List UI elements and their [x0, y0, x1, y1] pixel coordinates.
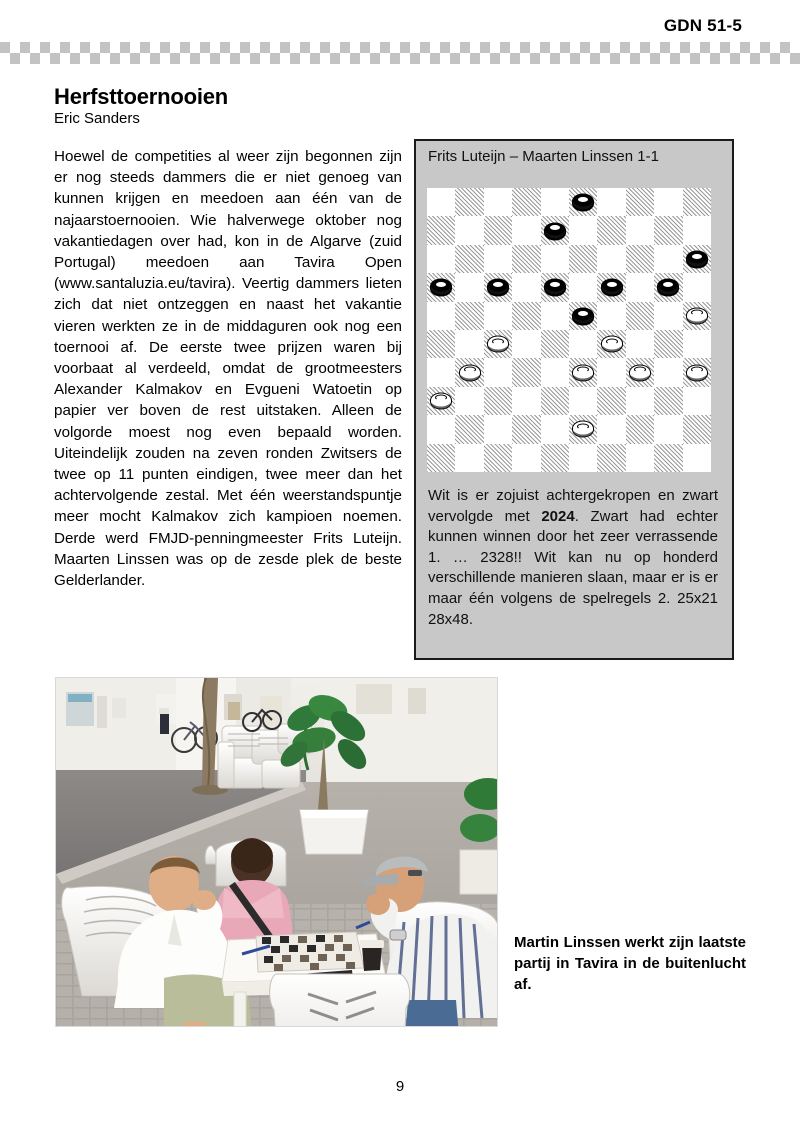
board-square: [512, 273, 540, 301]
black-piece: [487, 279, 509, 296]
black-piece: [686, 250, 708, 267]
board-square: [683, 273, 711, 301]
board-square: [541, 188, 569, 216]
board-square: [541, 415, 569, 443]
white-piece: [629, 364, 651, 381]
white-piece: [487, 336, 509, 353]
board-square: [541, 387, 569, 415]
board-square: [427, 216, 455, 244]
board-square: [512, 330, 540, 358]
board-square: [541, 245, 569, 273]
board-square: [455, 330, 483, 358]
board-square: [683, 216, 711, 244]
board-square: [512, 444, 540, 472]
article-body: Hoewel de competities al weer zijn begonnen zijn er nog steeds dammers die er niet genoeg van kunnen krijgen en meedoen aan één van de najaarstoernooien. Wie halverwege oktober nog vakantiedagen over had, kon in de Algarve (zuid Portugal) meedoen aan Tavira Open (www.santaluzia.eu/tavira). Veertig dammers lieten zich dat niet ontzeggen en naast het vakantie vieren werkten ze in de middaguren ook nog een toernooi af. De eerste twee prijzen waren bij voorbaat al verdeeld, omdat de grootmeesters Alexander Kalmakov en Evgueni Watoetin op papier ver boven de rest uitstaken. Alleen de volgorde moest nog even bepaald worden. Uiteindelijk zouden na zeven ronden Zwitsers de twee op 11 punten eindigen, twee meer dan het achtervolgende zestal. Met één weerstandspuntje meer mocht Kalmakov zich kampioen noemen. Derde werd FMJD-penningmeester Frits Luteijn. Maarten Linssen was op de zesde plek de beste Gelderlander.: [54, 148, 402, 590]
black-piece: [544, 222, 566, 239]
board-square: [626, 330, 654, 358]
page-number: 9: [395, 1078, 405, 1095]
board-square: [683, 245, 711, 273]
board-square: [626, 245, 654, 273]
board-square: [683, 444, 711, 472]
white-piece: [686, 307, 708, 324]
board-square: [654, 273, 682, 301]
draughts-board: [427, 188, 711, 472]
black-piece: [572, 194, 594, 211]
board-square: [541, 444, 569, 472]
board-square: [484, 330, 512, 358]
black-piece: [430, 279, 452, 296]
board-square: [455, 302, 483, 330]
diagram-caption-text-2: . Zwart had echter kunnen winnen door het zeer verrassende 1. … 2328!! Wit kan nu op honderd verschillende manieren slaan, maar er is er maar één volgens de spelregels 2. 25x21 28x48.: [428, 507, 718, 628]
board-square: [455, 216, 483, 244]
diagram-caption-move: 2024: [541, 507, 575, 525]
board-square: [484, 188, 512, 216]
article-author: Eric Sanders: [54, 110, 140, 127]
board-square: [683, 330, 711, 358]
board-square: [484, 245, 512, 273]
board-square: [569, 302, 597, 330]
board-square: [654, 245, 682, 273]
board-square: [455, 415, 483, 443]
board-square: [455, 188, 483, 216]
board-square: [484, 216, 512, 244]
board-square: [683, 302, 711, 330]
board-square: [455, 444, 483, 472]
board-square: [541, 216, 569, 244]
board-square: [569, 358, 597, 386]
black-piece: [601, 279, 623, 296]
board-square: [427, 387, 455, 415]
board-square: [569, 330, 597, 358]
diagram-panel: [414, 139, 734, 660]
white-piece: [430, 392, 452, 409]
board-square: [626, 387, 654, 415]
board-square: [541, 330, 569, 358]
board-square: [512, 387, 540, 415]
board-square: [597, 216, 625, 244]
board-square: [512, 245, 540, 273]
board-square: [626, 273, 654, 301]
white-piece: [686, 364, 708, 381]
board-square: [569, 245, 597, 273]
white-piece: [459, 364, 481, 381]
board-square: [683, 358, 711, 386]
board-square: [654, 302, 682, 330]
photo-caption: Martin Linssen werkt zijn laatste partij in Tavira in de buitenlucht af.: [514, 934, 746, 993]
board-square: [626, 188, 654, 216]
board-square: [484, 302, 512, 330]
board-square: [597, 273, 625, 301]
board-square: [626, 216, 654, 244]
board-square: [626, 302, 654, 330]
tournament-photo: [55, 677, 498, 1027]
board-square: [597, 245, 625, 273]
board-square: [569, 444, 597, 472]
board-square: [541, 358, 569, 386]
board-square: [427, 444, 455, 472]
board-square: [427, 188, 455, 216]
board-square: [597, 330, 625, 358]
board-square: [512, 302, 540, 330]
checkered-divider-row-top: [0, 42, 800, 53]
black-piece: [657, 279, 679, 296]
board-square: [597, 358, 625, 386]
issue-label: GDN 51-5: [663, 16, 742, 35]
board-square: [512, 216, 540, 244]
checkered-divider-row-bottom: [0, 53, 800, 64]
board-square: [654, 444, 682, 472]
board-square: [484, 444, 512, 472]
board-square: [484, 387, 512, 415]
board-square: [654, 415, 682, 443]
board-square: [427, 245, 455, 273]
board-square: [427, 302, 455, 330]
board-square: [683, 415, 711, 443]
board-square: [654, 387, 682, 415]
board-square: [484, 415, 512, 443]
board-square: [569, 188, 597, 216]
board-square: [654, 358, 682, 386]
board-square: [427, 358, 455, 386]
board-square: [597, 302, 625, 330]
board-square: [683, 188, 711, 216]
board-square: [427, 415, 455, 443]
board-square: [455, 358, 483, 386]
board-square: [541, 302, 569, 330]
diagram-caption-text-1: Wit is er zojuist achtergekropen en zwart vervolgde met: [428, 487, 718, 525]
board-square: [569, 216, 597, 244]
black-piece: [544, 279, 566, 296]
photo-illustration: [56, 678, 498, 1027]
board-square: [541, 273, 569, 301]
board-square: [455, 273, 483, 301]
board-square: [484, 358, 512, 386]
diagram-caption: [428, 486, 718, 630]
board-square: [569, 415, 597, 443]
article-title: Herfsttoernooien: [54, 84, 229, 109]
white-piece: [601, 336, 623, 353]
board-square: [484, 273, 512, 301]
board-square: [427, 330, 455, 358]
board-square: [626, 358, 654, 386]
board-square: [654, 330, 682, 358]
board-square: [427, 273, 455, 301]
board-square: [569, 273, 597, 301]
board-square: [597, 387, 625, 415]
white-piece: [572, 364, 594, 381]
board-square: [455, 245, 483, 273]
white-piece: [572, 421, 594, 438]
board-square: [654, 216, 682, 244]
page-header: [0, 0, 800, 64]
board-square: [626, 415, 654, 443]
board-square: [512, 415, 540, 443]
board-square: [597, 415, 625, 443]
board-square: [626, 444, 654, 472]
board-square: [597, 444, 625, 472]
black-piece: [572, 307, 594, 324]
board-square: [683, 387, 711, 415]
board-square: [512, 358, 540, 386]
board-square: [512, 188, 540, 216]
board-square: [597, 188, 625, 216]
board-square: [569, 387, 597, 415]
board-square: [654, 188, 682, 216]
diagram-heading: Frits Luteijn – Maarten Linssen 1-1: [428, 148, 659, 165]
board-square: [455, 387, 483, 415]
